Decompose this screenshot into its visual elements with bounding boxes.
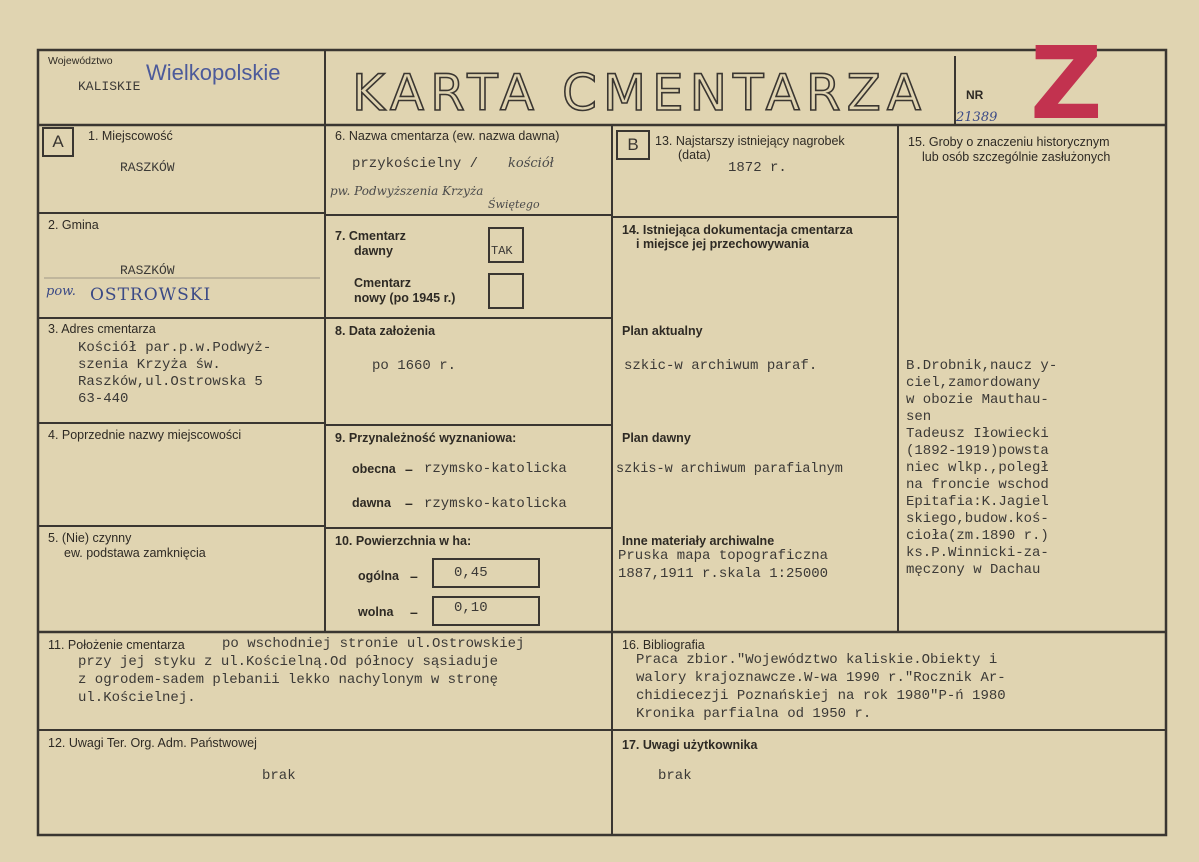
f13-value: 1872 r. xyxy=(728,160,787,176)
f2-value: RASZKÓW xyxy=(120,263,175,278)
f5-label-2: ew. podstawa zamknięcia xyxy=(64,546,206,560)
f15-line-12: ks.P.Winnicki-za- xyxy=(906,545,1049,561)
f14-plan-aktualny-value: szkic-w archiwum paraf. xyxy=(624,358,818,374)
nr-label: NR xyxy=(966,88,984,102)
f15-line-5: Tadeusz Iłowiecki xyxy=(906,426,1049,442)
f15-label-2: lub osób szczególnie zasłużonych xyxy=(922,150,1111,164)
f11-label: 11. Położenie cmentarza xyxy=(48,638,185,652)
f2-pow-prefix: pow. xyxy=(46,284,76,299)
f11-line-1: po wschodniej stronie ul.Ostrowskiej xyxy=(222,636,525,652)
f15-line-8: na froncie wschod xyxy=(906,477,1049,493)
wojewodztwo-label: Województwo xyxy=(48,55,113,67)
f10-wolna-label: wolna xyxy=(358,605,394,619)
f15-line-2: ciel,zamordowany xyxy=(906,375,1041,391)
f2-label: 2. Gmina xyxy=(48,218,99,232)
f9-obecna-value: rzymsko-katolicka xyxy=(424,461,567,477)
f16-label: 16. Bibliografia xyxy=(622,638,705,652)
f15-line-11: cioła(zm.1890 r.) xyxy=(906,528,1049,544)
card-title: KARTA CMENTARZA xyxy=(352,64,928,122)
f7-nowy-checkbox xyxy=(488,273,524,309)
f6-hand-3: Świętego xyxy=(488,198,540,211)
f13-label-1: 13. Najstarszy istniejący nagrobek xyxy=(655,134,845,148)
f17-value: brak xyxy=(658,768,692,784)
f15-line-7: niec wlkp.,poległ xyxy=(906,460,1049,476)
f7-dawny-label-1: 7. Cmentarz xyxy=(335,229,406,243)
wojewodztwo-stamp: Wielkopolskie xyxy=(146,60,281,85)
cemetery-card: Województwo KALISKIE Wielkopolskie KARTA CMENTARZA NR 21389 Z A B 1. Miejscowość RASZKÓW 2. Gmina RASZKÓW pow. OSTROWSKI 3. Adres cmentarza Kościół par.p.w.Podwyż- szenia Krzyża św. Raszków,ul.Ostrowska 5 63-440 4. Poprzednie nazwy miejscowości 5. (Nie) czynny ew. podstawa zamknięcia 6. Nazwa cmentarza (ew. nazwa dawna) przykościelny / kościół pw. Podwyższenia Krzyża Świętego 7. Cmentarz dawny TAK Cmentarz nowy (po 1945 r.) 8. Data założenia po 1660 r. 9. Przynależność wyznaniowa: obecna – rzymsko-katolicka dawna – rzymsko-katolicka 10. Powierzchnia w ha: ogólna – 0,45 wolna – 0,10 13. Najstarszy istniejący nagrobek (data) 1872 r. 14. Istniejąca dokumentacja cmentarza i miejsce jej przechowywania Plan aktualny szkic-w archiwum paraf. Plan dawny szkis-w archiwum parafialnym Inne materiały archiwalne Pruska mapa topograficzna 1887,1911 r.skala 1:25000 15. Groby o znaczeniu historycznym lub osób szczególnie zasłużonych B.Drobnik,naucz y- ciel,zamordowany w obozie Mauthau- sen Tadeusz Iłowiecki (1892-1919)powsta niec wlkp.,poległ na froncie wschod Epitafia:K.Jagiel skiego,budow.koś- cioła(zm.1890 r.) ks.P.Winnicki-za- męczony w Dachau 11. Położenie cmentarza po wschodniej stronie ul.Ostrowskiej przy jej styku z ul.Kościelną.Od północy sąsiaduje z ogrodem-sadem plebanii lekko nachylonym w stronę ul.Kościelnej. 16. Bibliografia Praca zbior."Województwo kaliskie.Obiekty i walory krajoznawcze.W-wa 1990 r."Rocznik Ar- chidiecezji Poznańskiej na rok 1980"P-ń 1980 Kronika parfialna od 1950 r. 12. Uwagi Ter. Org. Adm. Państwowej brak 17. Uwagi użytkownika brak xyxy=(0,0,1199,862)
f13-label-2: (data) xyxy=(678,148,711,162)
section-a-letter: A xyxy=(42,127,74,157)
f15-line-13: męczony w Dachau xyxy=(906,562,1041,578)
f11-line-2: przy jej styku z ul.Kościelną.Od północy sąsiaduje xyxy=(78,654,499,670)
f3-line-1: Kościół par.p.w.Podwyż- xyxy=(78,340,272,356)
f15-line-3: w obozie Mauthau- xyxy=(906,392,1049,408)
f7-nowy-label-1: Cmentarz xyxy=(354,276,411,290)
f8-value: po 1660 r. xyxy=(372,358,457,374)
f1-value: RASZKÓW xyxy=(120,160,175,175)
f6-hand-1: kościół xyxy=(508,156,554,171)
f10-label: 10. Powierzchnia w ha: xyxy=(335,534,472,548)
f3-line-4: 63-440 xyxy=(78,391,129,407)
f7-dawny-value: TAK xyxy=(491,244,513,258)
f14-plan-aktualny-label: Plan aktualny xyxy=(622,324,703,338)
f1-label: 1. Miejscowość xyxy=(88,129,173,143)
f16-line-1: Praca zbior."Województwo kaliskie.Obiekty i xyxy=(636,652,998,668)
f16-line-3: chidiecezji Poznańskiej na rok 1980"P-ń 1980 xyxy=(636,688,1006,704)
f3-label: 3. Adres cmentarza xyxy=(48,322,156,336)
f15-line-4: sen xyxy=(906,409,932,425)
f3-line-3: Raszków,ul.Ostrowska 5 xyxy=(78,374,263,390)
f15-label-1: 15. Groby o znaczeniu historycznym xyxy=(908,135,1110,149)
f6-value: przykościelny / xyxy=(352,156,487,172)
f3-line-2: szenia Krzyża św. xyxy=(78,357,221,373)
f6-label: 6. Nazwa cmentarza (ew. nazwa dawna) xyxy=(335,129,560,143)
f10-ogolna-value: 0,45 xyxy=(454,565,488,581)
f10-ogolna-label: ogólna xyxy=(358,569,399,583)
f14-inne-line-1: Pruska mapa topograficzna xyxy=(618,548,829,564)
f5-label-1: 5. (Nie) czynny xyxy=(48,531,132,545)
f2-pow-value: OSTROWSKI xyxy=(90,285,212,305)
f14-inne-line-2: 1887,1911 r.skala 1:25000 xyxy=(618,566,829,582)
f15-line-10: skiego,budow.koś- xyxy=(906,511,1049,527)
f15-line-1: B.Drobnik,naucz y- xyxy=(906,358,1058,374)
f7-nowy-label-2: nowy (po 1945 r.) xyxy=(354,291,456,305)
f15-line-9: Epitafia:K.Jagiel xyxy=(906,494,1049,510)
f6-hand-2: pw. Podwyższenia Krzyża xyxy=(330,184,484,198)
f9-dawna-label: dawna xyxy=(352,496,391,510)
f12-label: 12. Uwagi Ter. Org. Adm. Państwowej xyxy=(48,736,257,750)
f10-wolna-value: 0,10 xyxy=(454,600,488,616)
wojewodztwo-value: KALISKIE xyxy=(78,79,141,94)
f15-line-6: (1892-1919)powsta xyxy=(906,443,1049,459)
f9-dawna-value: rzymsko-katolicka xyxy=(424,496,567,512)
f11-line-3: z ogrodem-sadem plebanii lekko nachylonym w stronę xyxy=(78,672,499,688)
f16-line-2: walory krajoznawcze.W-wa 1990 r."Rocznik Ar- xyxy=(636,670,1006,686)
f14-inne-label: Inne materiały archiwalne xyxy=(622,534,775,548)
f12-value: brak xyxy=(262,768,296,784)
nr-value: 21389 xyxy=(956,110,998,125)
f16-line-4: Kronika parfialna od 1950 r. xyxy=(636,706,872,722)
f14-plan-dawny-value: szkis-w archiwum parafialnym xyxy=(616,462,843,477)
f8-label: 8. Data założenia xyxy=(335,324,436,338)
f9-obecna-label: obecna xyxy=(352,462,396,476)
f7-dawny-label-2: dawny xyxy=(354,244,393,258)
f11-line-4: ul.Kościelnej. xyxy=(78,690,196,706)
f4-label: 4. Poprzednie nazwy miejscowości xyxy=(48,428,242,442)
f14-label-2: i miejsce jej przechowywania xyxy=(636,237,809,251)
f14-plan-dawny-label: Plan dawny xyxy=(622,431,691,445)
f9-label: 9. Przynależność wyznaniowa: xyxy=(335,431,517,445)
f17-label: 17. Uwagi użytkownika xyxy=(622,738,758,752)
section-b-letter: B xyxy=(616,130,650,160)
nr-stamp: Z xyxy=(1030,25,1103,142)
f14-label-1: 14. Istniejąca dokumentacja cmentarza xyxy=(622,223,853,237)
